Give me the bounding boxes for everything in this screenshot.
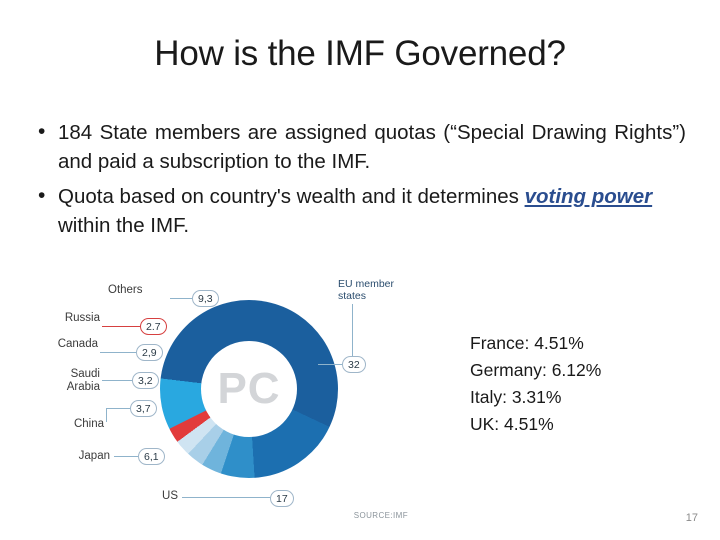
leader-line-china <box>106 408 130 409</box>
slice-label-others: Others <box>108 284 143 296</box>
chart-source-note: SOURCE:IMF <box>353 511 408 520</box>
country-quota-list <box>470 330 601 438</box>
slice-label-china: China <box>73 418 104 430</box>
slice-label-saudi-arabia: Saudi Arabia <box>66 368 100 393</box>
leader-line-eu <box>352 304 353 362</box>
leader-line-us <box>182 497 270 498</box>
bullet-marker: • <box>38 184 46 207</box>
slice-value-japan: 6,1 <box>138 448 165 465</box>
leader-line-saudi <box>102 380 132 381</box>
voting-power-emphasis: voting power <box>524 185 653 208</box>
leader-line-eu-2 <box>318 364 342 365</box>
eu-member-states-annotation: EU member states <box>338 278 395 302</box>
leader-line-canada <box>100 352 136 353</box>
imf-quota-donut-chart <box>52 272 412 522</box>
slice-label-us: US <box>162 490 178 502</box>
slice-value-china: 3,7 <box>130 400 157 417</box>
leader-line-russia <box>102 326 140 327</box>
slice-value-eu: 32 <box>342 356 366 373</box>
slice-label-canada: Canada <box>57 338 98 350</box>
list-item <box>34 118 686 176</box>
bullet-text-part: Quota based on country's wealth and it determines <box>58 185 525 208</box>
slice-value-others: 9,3 <box>192 290 219 307</box>
bullet-text-part: within the IMF. <box>58 214 190 237</box>
leader-line-others <box>170 298 192 299</box>
slice-label-russia: Russia <box>64 312 100 324</box>
slice-value-saudi-arabia: 3,2 <box>132 372 159 389</box>
list-item: Germany: 6.12% <box>470 360 602 380</box>
bullet-text-part: 184 State members are assigned quotas (“Special Drawing Rights”) and paid a subscription to the IMF. <box>58 121 686 173</box>
slice-label-japan: Japan <box>78 450 110 462</box>
bullet-marker: • <box>38 120 46 143</box>
donut-center-label: PC <box>217 364 281 413</box>
list-item: UK: 4.51% <box>470 414 554 434</box>
bullet-text <box>58 118 686 176</box>
slice-value-us: 17 <box>270 490 294 507</box>
page-title: How is the IMF Governed? <box>154 34 566 73</box>
leader-line-china-2 <box>106 408 107 422</box>
list-item: France: 4.51% <box>470 333 584 353</box>
slice-value-canada: 2,9 <box>136 344 163 361</box>
slice-value-russia: 2.7 <box>140 318 167 335</box>
list-item: Italy: 3.31% <box>470 387 562 407</box>
donut-graphic <box>160 300 338 478</box>
page-number: 17 <box>685 512 698 524</box>
leader-line-japan <box>114 456 138 457</box>
bullet-text <box>58 182 686 240</box>
bullet-list <box>34 118 686 246</box>
list-item <box>34 182 686 240</box>
